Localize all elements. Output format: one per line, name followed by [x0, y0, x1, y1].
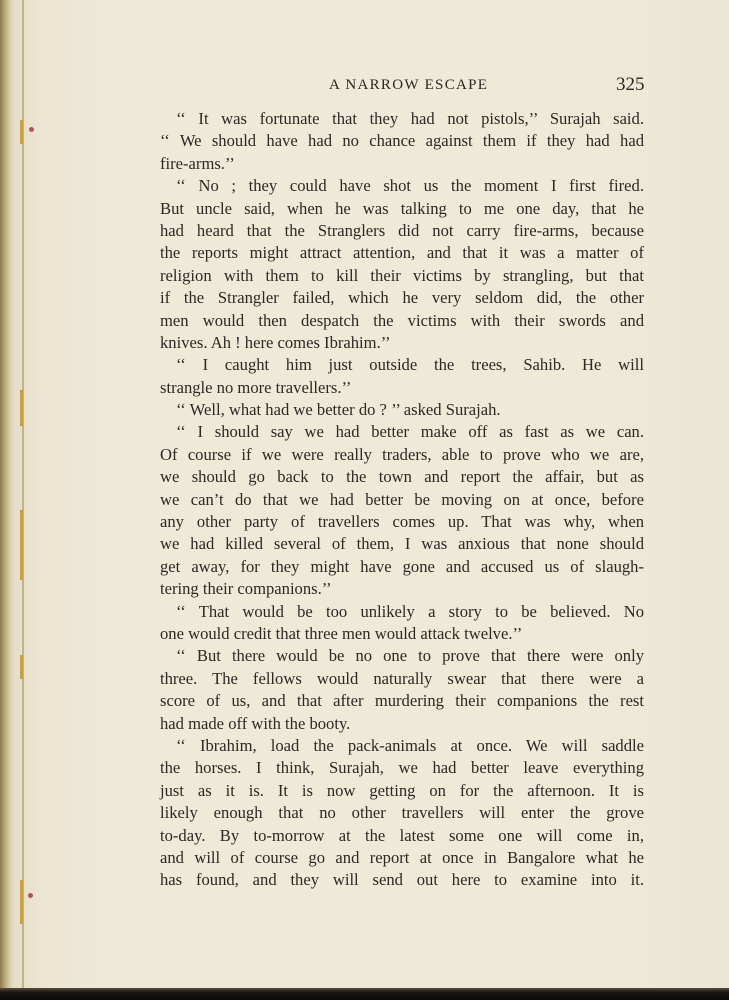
text-line: the reports might attract attention, and that it was a matter of	[160, 243, 644, 263]
gutter-line	[22, 0, 24, 990]
text-line: we can’t do that we had better be moving on at once, before	[160, 489, 644, 509]
text-line: fire-arms.’’	[160, 153, 235, 173]
text-line: to-day. By to-morrow at the latest some one will come in,	[160, 825, 644, 845]
margin-dot	[29, 127, 34, 132]
text-line: ‘‘ No ; they could have shot us the moment I first fired.	[176, 176, 644, 196]
text-line: religion with them to kill their victims by strangling, but that	[160, 265, 644, 285]
text-line: just as it is. It is now getting on for the afternoon. It is	[160, 780, 644, 800]
text-line: ‘‘ That would be too unlikely a story to be believed. No	[176, 601, 644, 621]
text-line: score of us, and that after murdering their companions the rest	[160, 691, 644, 711]
text-line: the horses. I think, Surajah, we had better leave everything	[160, 758, 644, 778]
text-line: had heard that the Stranglers did not carry fire-arms, because	[160, 220, 644, 240]
text-line: knives. Ah ! here comes Ibrahim.’’	[160, 332, 391, 352]
text-line: likely enough that no other travellers will enter the grove	[160, 803, 644, 823]
text-line: has found, and they will send out here to examine into it.	[160, 870, 644, 890]
text-line: had made off with the booty.	[160, 713, 351, 733]
text-line: But uncle said, when he was talking to me one day, that he	[160, 198, 644, 218]
text-line: we should go back to the town and report the affair, but as	[160, 467, 644, 487]
margin-mark	[20, 120, 23, 144]
text-line: we had killed several of them, I was anxious that none should	[160, 534, 644, 554]
text-line: three. The fellows would naturally swear that there were a	[160, 668, 644, 688]
running-head	[0, 74, 729, 99]
text-line: ‘‘ I caught him just outside the trees, Sahib. He will	[176, 355, 644, 375]
text-line: get away, for they might have gone and accused us of slaugh-	[160, 556, 644, 576]
body-text	[160, 108, 644, 892]
text-line: Of course if we were really traders, able to prove who we are,	[160, 444, 644, 464]
text-line: ‘‘ It was fortunate that they had not pistols,’’ Surajah said.	[176, 109, 644, 128]
text-line: ‘‘ Ibrahim, load the pack-animals at once. We will saddle	[176, 735, 644, 755]
text-line: ‘‘ I should say we had better make off as fast as we can.	[176, 422, 644, 442]
text-line: ‘‘ Well, what had we better do ? ’’ asked Surajah.	[176, 400, 501, 420]
margin-mark	[20, 510, 23, 580]
page-number: 325	[616, 74, 645, 95]
running-head-title: A NARROW ESCAPE	[329, 77, 489, 93]
binding-edge	[0, 0, 14, 1000]
margin-dot	[28, 893, 33, 898]
text-line: if the Strangler failed, which he very seldom did, the other	[160, 288, 644, 308]
margin-mark	[20, 880, 23, 924]
text-line: and will of course go and report at once in Bangalore what he	[160, 847, 644, 867]
scan-bottom-edge	[0, 988, 729, 1000]
text-line: ‘‘ We should have had no chance against them if they had had	[160, 131, 644, 151]
text-line: one would credit that three men would attack twelve.’’	[160, 623, 523, 643]
text-line: men would then despatch the victims with their swords and	[160, 310, 644, 330]
text-line: ‘‘ But there would be no one to prove that there were only	[176, 646, 644, 666]
margin-mark	[20, 390, 23, 426]
margin-mark	[20, 655, 23, 679]
text-line: any other party of travellers comes up. That was why, when	[160, 512, 644, 532]
text-line: tering their companions.’’	[160, 579, 332, 599]
text-line: strangle no more travellers.’’	[160, 377, 352, 397]
